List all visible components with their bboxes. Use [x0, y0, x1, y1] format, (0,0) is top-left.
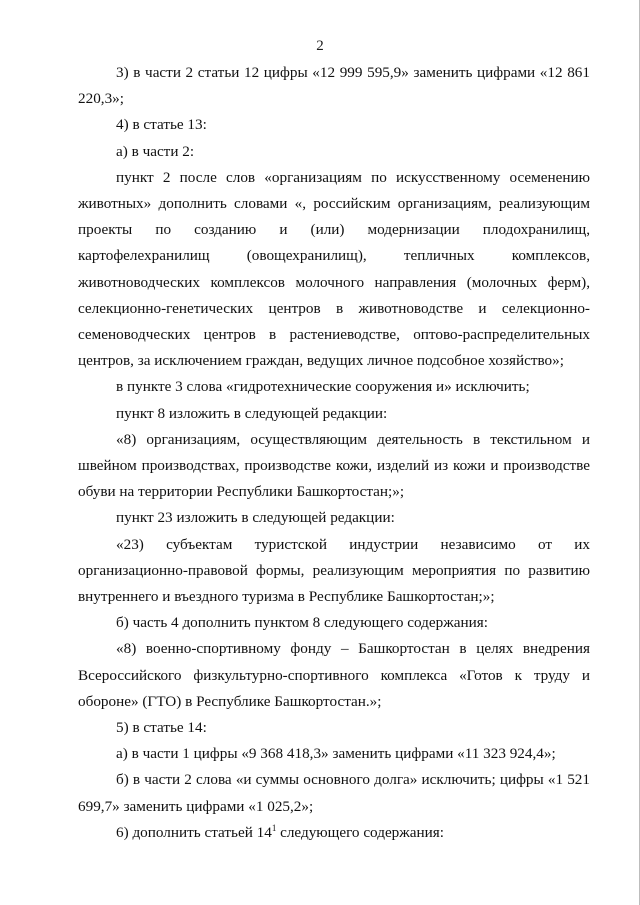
paragraph: «23) субъектам туристской индустрии независимо от их организационно-правовой формы, реализующим мероприятия по развитию внутреннего и въездного туризма в Республике Башкортостан;»; [78, 535, 590, 606]
paragraph: б) в части 2 слова «и суммы основного долга» исключить; цифры «1 521 699,7» заменить цифрами «1 025,2»; [78, 771, 590, 815]
paragraph: 5) в статье 14: [116, 719, 207, 737]
paragraph: а) в части 1 цифры «9 368 418,3» заменить цифрами «11 323 924,4»; [116, 745, 556, 763]
paragraph: «8) военно-спортивному фонду – Башкортостан в целях внедрения Всероссийского физкультурно-спортивного комплекса «Готов к труду и обороне» (ГТО) в Республике Башкортостан.»; [78, 640, 590, 710]
paragraph: 4) в статье 13: [116, 116, 207, 134]
paragraph: а) в части 2: [116, 142, 195, 160]
paragraph: б) часть 4 дополнить пунктом 8 следующего содержания: [116, 614, 488, 632]
paragraph: пункт 2 после слов «организациям по искусственному осеменению животных» дополнить словами «, российским организациям, реализующим проекты по созданию и (или) модернизации плодохранилищ, картофелехранилищ (овощехранилищ), тепличных комплексов, животноводческих комплексов молочного направления (молочных ферм), селекционно-генетических центров в животноводстве и селекционно-семеноводческих центров в растениеводстве, оптово-распределительных центров, за исключением граждан, ведущих личное подсобное хозяйство»; [78, 168, 590, 370]
paragraph-text: 6) дополнить статьей 14 [116, 823, 272, 841]
paragraph-article-14-1 [78, 820, 590, 846]
page-number: 2 [316, 38, 324, 54]
paragraph: пункт 8 изложить в следующей редакции: [116, 404, 388, 422]
paragraph: 3) в части 2 статьи 12 цифры «12 999 595,9» заменить цифрами «12 861 220,3»; [78, 64, 590, 108]
paragraph: «8) организациям, осуществляющим деятельность в текстильном и швейном производствах, производстве кожи, изделий из кожи и производстве обуви на территории Республики Башкортостан;»; [78, 430, 590, 501]
document-body [78, 60, 590, 846]
paragraph: в пункте 3 слова «гидротехнические сооружения и» исключить; [116, 378, 530, 396]
paragraph-text: следующего содержания: [276, 823, 444, 841]
superscript: 1 [271, 822, 277, 833]
paragraph: пункт 23 изложить в следующей редакции: [116, 509, 395, 527]
